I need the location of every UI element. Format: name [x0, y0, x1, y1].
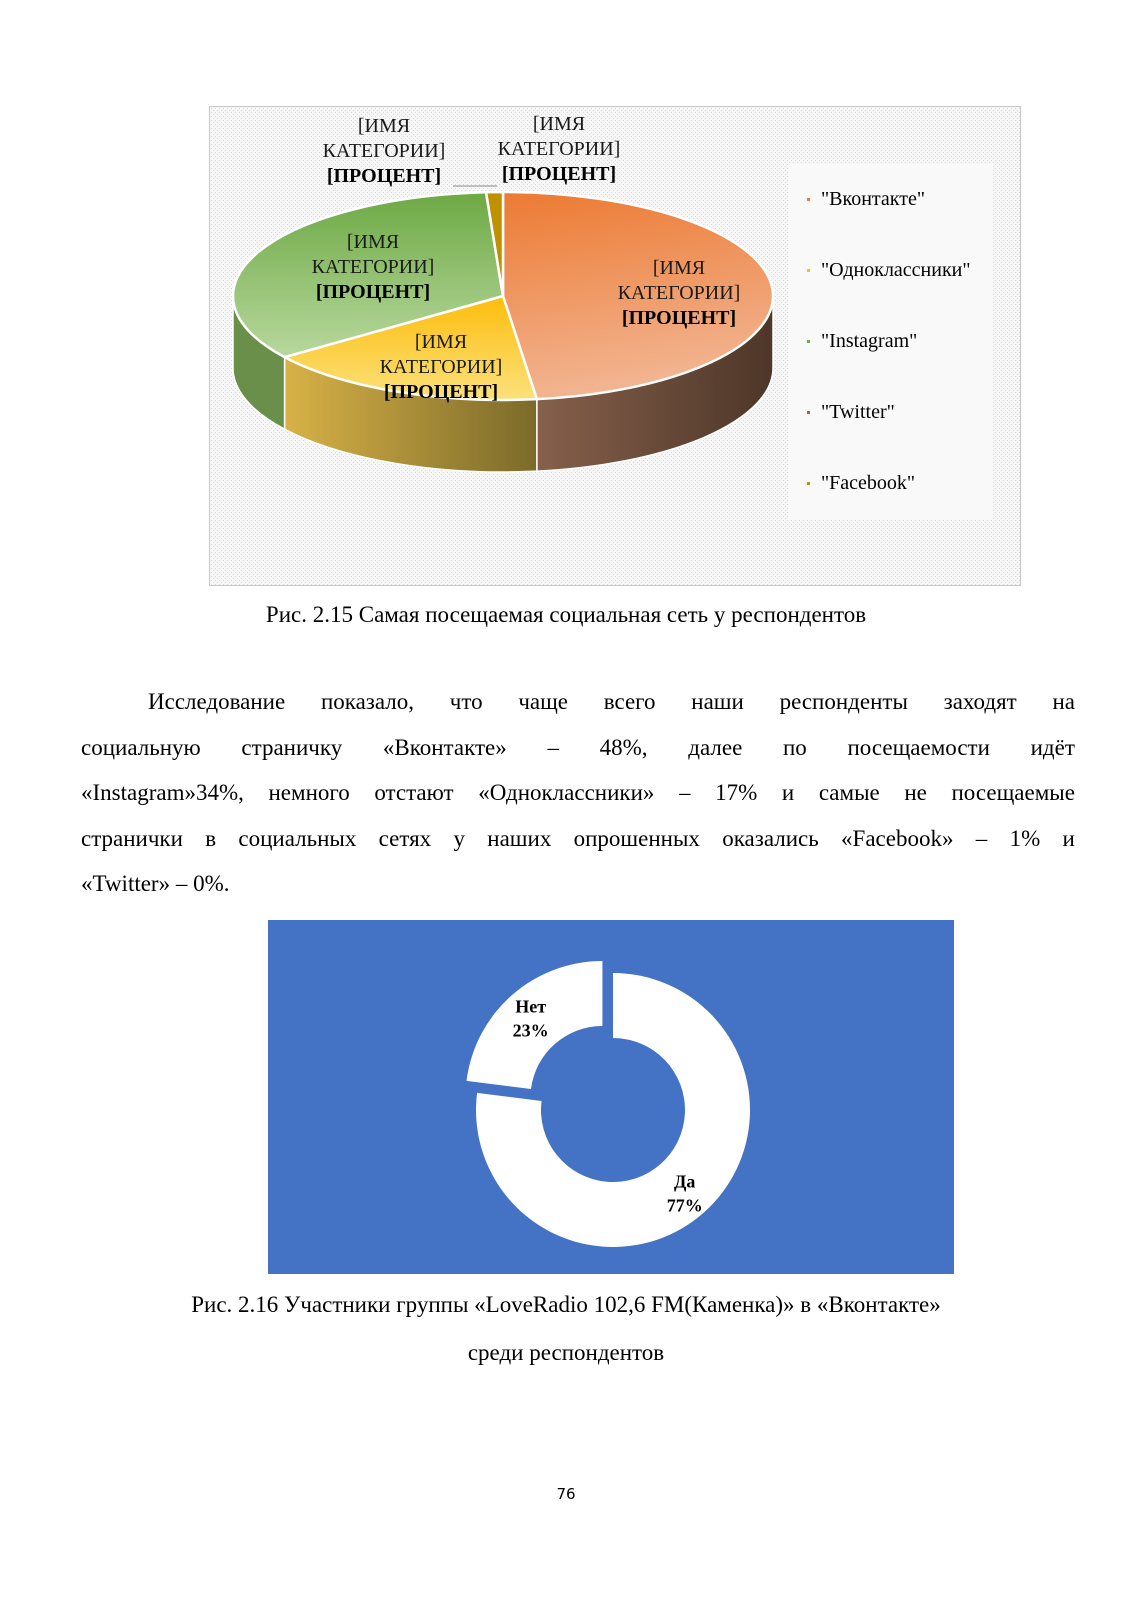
legend-entry: "Facebook" [821, 472, 916, 494]
figure-caption-2-16-line1: Рис. 2.16 Участники группы «LoveRadio 102,6 FM(Каменка)» в «Вконтакте» [191, 1292, 941, 1317]
legend-entry: "Instagram" [821, 330, 918, 352]
paragraph-word: 1% [1009, 825, 1041, 851]
paragraph-word: оказались [722, 825, 819, 851]
paragraph-line [81, 780, 1075, 826]
paragraph-word: странички [81, 825, 183, 851]
figure-caption-2-15: Рис. 2.15 Самая посещаемая социальная сеть у респондентов [265, 602, 867, 627]
paragraph-word: и [781, 780, 795, 805]
paragraph-word: на [1052, 689, 1075, 714]
data-label-name: КАТЕГОРИИ] [497, 138, 621, 160]
data-label-name: КАТЕГОРИИ] [322, 140, 446, 162]
paragraph-word: «Вконтакте» [382, 734, 507, 760]
paragraph-word: респонденты [779, 689, 908, 714]
data-label-value: [ПРОЦЕНТ] [621, 307, 737, 329]
paragraph-word: в [205, 825, 217, 851]
donut-label-category: Да [674, 1171, 696, 1192]
paragraph-line [81, 826, 1075, 872]
paragraph-word: социальных [238, 825, 357, 851]
data-label-name: КАТЕГОРИИ] [311, 256, 435, 278]
figure-caption-2-16-line2: среди респондентов [467, 1340, 665, 1365]
data-label-value: [ПРОЦЕНТ] [326, 165, 442, 187]
paragraph-word: – [975, 825, 988, 851]
paragraph-word: посещаемые [951, 780, 1075, 805]
paragraph-word: социальную [81, 734, 201, 760]
paragraph-word: всего [603, 689, 656, 714]
social-network-pie-chart [209, 106, 1021, 586]
paragraph-word: страничку [241, 734, 343, 760]
paragraph-word: отстают [374, 780, 454, 805]
paragraph-word: самые [818, 780, 880, 805]
paragraph-word: 17% [715, 780, 758, 805]
paragraph-word: заходят [943, 689, 1017, 714]
legend-swatch [807, 198, 810, 201]
paragraph-word: наши [691, 689, 744, 714]
paragraph-word: – [547, 734, 559, 760]
paragraph-word: наших [487, 825, 552, 851]
data-label-name: [ИМЯ [346, 231, 400, 253]
paragraph-word: чаще [518, 689, 569, 714]
paragraph-word: «Instagram»34%, [81, 780, 244, 805]
paragraph-word: и [1062, 825, 1075, 851]
body-paragraph [81, 689, 1075, 917]
data-label-value: [ПРОЦЕНТ] [501, 163, 617, 185]
page-number: 76 [556, 1485, 576, 1503]
paragraph-word: «Одноклассники» [478, 780, 655, 805]
legend-swatch [807, 411, 810, 414]
legend-swatch [807, 340, 810, 343]
legend-entry: "Вконтакте" [821, 188, 926, 210]
paragraph-word: Исследование [148, 689, 286, 714]
donut-chart [268, 920, 954, 1274]
paragraph-line [81, 689, 1075, 735]
donut-label-percent: 23% [512, 1020, 549, 1041]
paragraph-word: показало, [320, 689, 415, 714]
data-label-name: [ИМЯ [414, 331, 468, 353]
paragraph-word: посещаемости [847, 734, 990, 760]
paragraph-word: далее [688, 734, 743, 760]
data-label-name: [ИМЯ [357, 115, 411, 137]
paragraph-word: идёт [1030, 734, 1075, 760]
paragraph-word: 48%, [599, 734, 648, 760]
paragraph-word: – [679, 780, 691, 805]
data-label-value: [ПРОЦЕНТ] [383, 381, 499, 403]
legend-entry: "Twitter" [821, 401, 895, 423]
data-label-name: КАТЕГОРИИ] [617, 282, 741, 304]
paragraph-word: «Facebook» [841, 825, 954, 851]
paragraph-word: опрошенных [573, 825, 700, 851]
paragraph-line [81, 871, 1075, 917]
legend-swatch [807, 482, 810, 485]
paragraph-word: по [782, 734, 807, 760]
data-label-name: [ИМЯ [532, 113, 586, 135]
paragraph-word: что [449, 689, 483, 714]
data-label-name: [ИМЯ [652, 257, 706, 279]
donut-label-percent: 77% [666, 1195, 703, 1216]
data-label-name: КАТЕГОРИИ] [379, 356, 503, 378]
donut-label-category: Нет [515, 996, 547, 1017]
legend-entry: "Одноклассники" [821, 259, 971, 281]
data-label-value: [ПРОЦЕНТ] [315, 281, 431, 303]
legend-swatch [807, 269, 810, 272]
paragraph-word: не [904, 780, 927, 805]
paragraph-word: у [453, 825, 465, 851]
paragraph-line [81, 735, 1075, 781]
paragraph-word: сетях [378, 825, 432, 851]
paragraph-word: «Twitter» – 0%. [81, 871, 230, 896]
paragraph-word: немного [268, 780, 350, 805]
